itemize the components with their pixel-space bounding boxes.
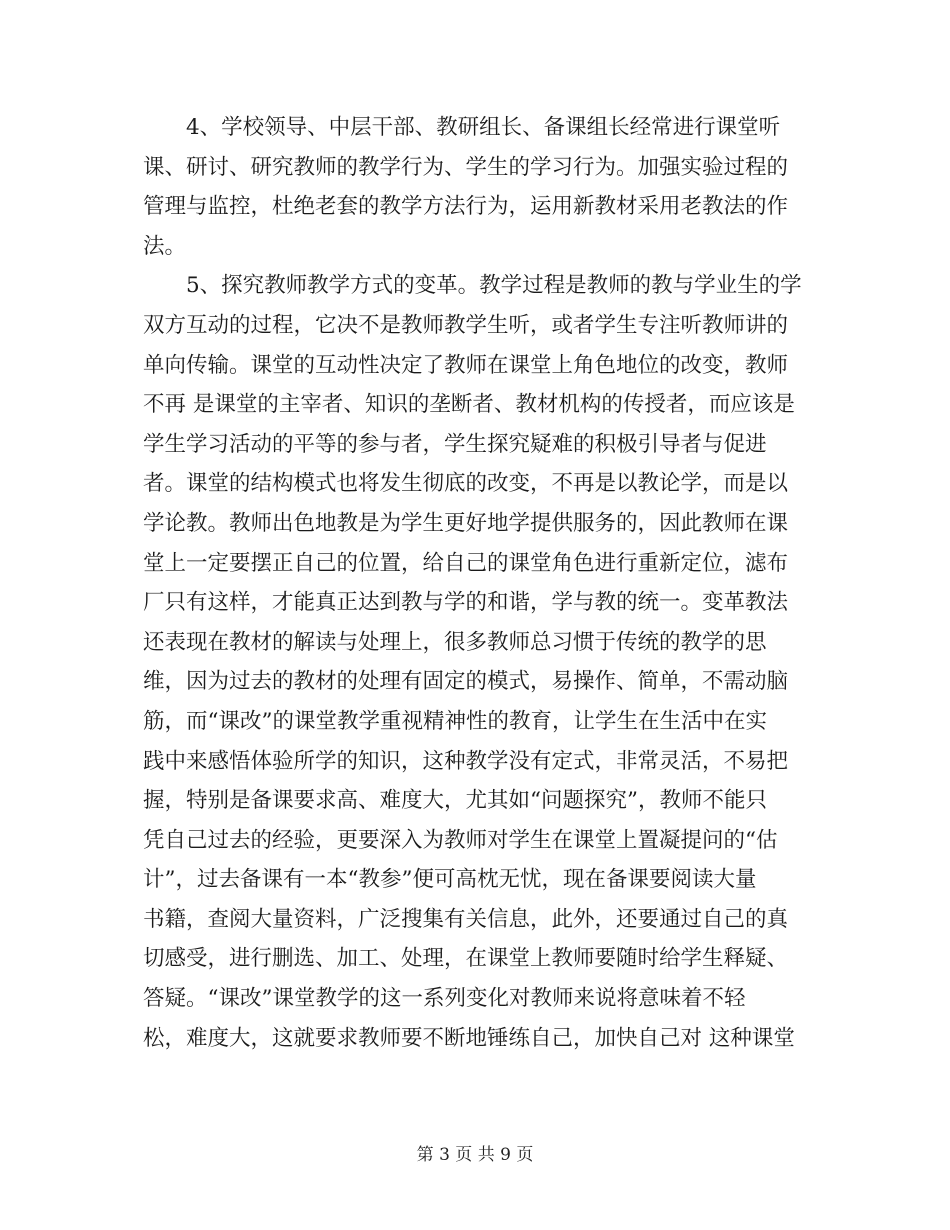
text-line: 课、研讨、研究教师的教学行为、学生的学习行为。加强实验过程的 — [143, 154, 789, 180]
text-line: 答疑。“课改”课堂教学的这一系列变化对教师来说将意味着不轻 — [143, 986, 746, 1012]
text-line: 管理与监控，杜绝老套的教学方法行为，运用新教材采用老教法的作 — [143, 194, 789, 220]
text-line: 单向传输。课堂的互动性决定了教师在课堂上角色地位的改变，教师 — [143, 352, 789, 378]
text-line: 不再 是课堂的主宰者、知识的垄断者、教材机构的传授者，而应该是 — [143, 392, 795, 418]
text-line: 握，特别是备课要求高、难度大，尤其如“问题探究”，教师不能只 — [143, 788, 767, 814]
page-number-footer: 第 3 页 共 9 页 — [416, 1145, 534, 1165]
text-line: 践中来感悟体验所学的知识，这种教学没有定式，非常灵活，不易把 — [143, 748, 789, 774]
text-line: 厂只有这样，才能真正达到教与学的和谐，学与教的统一。变革教法 — [143, 590, 789, 616]
text-line: 松，难度大，这就要求教师要不断地锤练自己，加快自己对 这种课堂 — [143, 1025, 795, 1051]
text-line: 双方互动的过程，它决不是教师教学生听，或者学生专注听教师讲的 — [143, 312, 789, 338]
text-line: 5、探究教师教学方式的变革。教学过程是教师的教与学业生的学 — [143, 273, 802, 299]
text-line: 学生学习活动的平等的参与者，学生探究疑难的积极引导者与促进 — [143, 431, 767, 457]
text-line: 法。 — [143, 233, 187, 259]
text-line: 者。课堂的结构模式也将发生彻底的改变，不再是以教论学，而是以 — [143, 471, 789, 497]
text-line: 堂上一定要摆正自己的位置，给自己的课堂角色进行重新定位，滤布 — [143, 550, 789, 576]
text-line: 维，因为过去的教材的处理有固定的模式，易操作、简单，不需动脑 — [143, 669, 789, 695]
text-line: 4、学校领导、中层干部、教研组长、备课组长经常进行课堂听 — [143, 115, 781, 140]
text-line: 书籍，查阅大量资料，广泛搜集有关信息，此外，还要通过自己的真 — [143, 906, 789, 932]
text-line: 学论教。教师出色地教是为学生更好地学提供服务的，因此教师在课 — [143, 510, 789, 536]
text-line: 还表现在教材的解读与处理上，很多教师总习惯于传统的教学的思 — [143, 629, 767, 655]
text-line: 计”，过去备课有一本“教参”便可高枕无忧，现在备课要阅读大量 — [143, 867, 757, 893]
text-line: 凭自己过去的经验，更要深入为教师对学生在课堂上置凝提问的“估 — [143, 827, 778, 853]
document-body — [143, 108, 813, 1058]
text-line: 切感受，进行删选、加工、处理，在课堂上教师要随时给学生释疑、 — [143, 946, 789, 972]
text-line: 筋，而“课改”的课堂教学重视精神性的教育，让学生在生活中在实 — [143, 708, 767, 734]
